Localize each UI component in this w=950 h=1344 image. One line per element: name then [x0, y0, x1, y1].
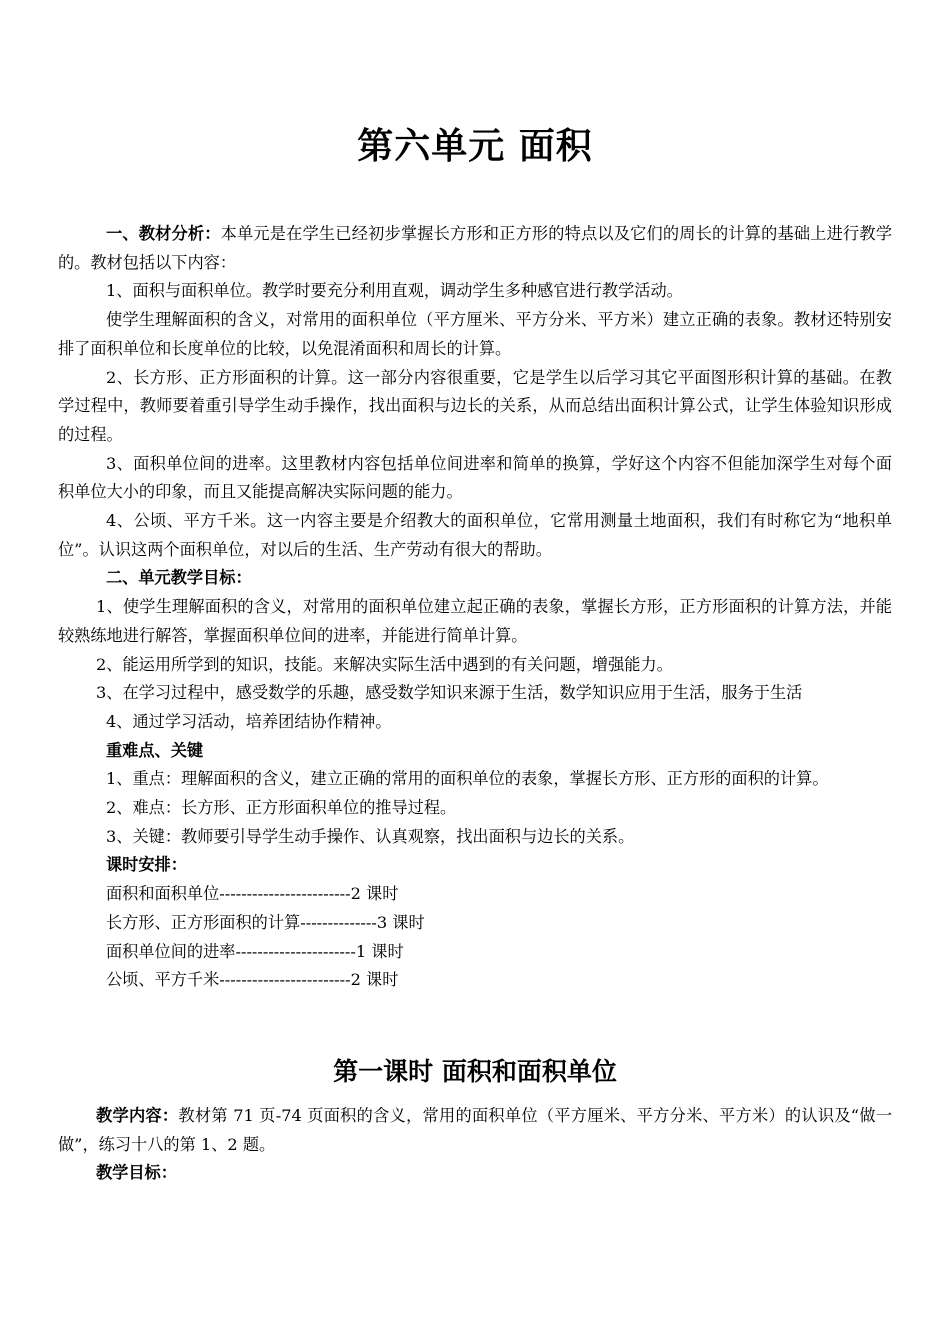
- key-item: 3、关键：教师要引导学生动手操作、认真观察，找出面积与边长的关系。: [106, 826, 635, 846]
- page-title: 第六单元 面积: [357, 126, 593, 167]
- schedule-row: 长方形、正方形面积的计算--------------3 课时: [106, 912, 425, 932]
- key-item: 2、难点：长方形、正方形面积单位的推导过程。: [106, 798, 457, 818]
- goal-label: 教学目标：: [96, 1163, 177, 1183]
- schedule-row: 面积单位间的进率----------------------1 课时: [106, 941, 404, 961]
- schedule-row: 公顷、平方千米------------------------2 课时: [106, 970, 399, 990]
- schedule-row: 面积和面积单位------------------------2 课时: [106, 884, 399, 904]
- lesson-body: [58, 1102, 892, 1188]
- lesson-content: [58, 1102, 892, 1159]
- content-label: 教学内容：: [96, 1106, 179, 1125]
- paragraph: 1、面积与面积单位。教学时要充分利用直观，调动学生多种感官进行教学活动。: [106, 281, 683, 301]
- goal-item: 2、能运用所学到的知识，技能。来解决实际生活中遇到的有关问题，增强能力。: [96, 654, 673, 674]
- unit-overview: [58, 220, 892, 995]
- section-heading: 课时安排：: [106, 855, 187, 875]
- section-material-analysis: [58, 220, 892, 277]
- section-heading: 二、单元教学目标：: [106, 568, 252, 588]
- goal-item: 3、在学习过程中，感受数学的乐趣，感受数学知识来源于生活，数学知识应用于生活，服务于生活: [96, 683, 803, 703]
- paragraph: 4、公顷、平方千米。这一内容主要是介绍教大的面积单位，它常用测量土地面积，我们有时称它为“地积单位”。认识这两个面积单位，对以后的生活、生产劳动有很大的帮助。: [58, 511, 892, 559]
- key-item: 1、重点：理解面积的含义，建立正确的常用的面积单位的表象，掌握长方形、正方形的面积的计算。: [106, 769, 829, 789]
- paragraph: 使学生理解面积的含义，对常用的面积单位（平方厘米、平方分米、平方米）建立正确的表象。教材还特别安排了面积单位和长度单位的比较，以免混淆面积和周长的计算。: [58, 310, 892, 358]
- paragraph: 2、长方形、正方形面积的计算。这一部分内容很重要，它是学生以后学习其它平面图形积计算的基础。在教学过程中，教师要着重引导学生动手操作，找出面积与边长的关系，从而总结出面积计算公式，让学生体验知识形成的过程。: [58, 367, 892, 444]
- goal-item: 1、使学生理解面积的含义，对常用的面积单位建立起正确的表象，掌握长方形，正方形面积的计算方法，并能较熟练地进行解答，掌握面积单位间的进率，并能进行简单计算。: [58, 597, 892, 645]
- lesson-title: 第一课时 面积和面积单位: [333, 1057, 617, 1086]
- section-heading: 重难点、关键: [106, 740, 204, 760]
- paragraph: 3、面积单位间的进率。这里教材内容包括单位间进率和简单的换算，学好这个内容不但能加深学生对每个面积单位大小的印象，而且又能提高解决实际问题的能力。: [58, 453, 892, 502]
- goal-item: 4、通过学习活动，培养团结协作精神。: [106, 711, 392, 731]
- paragraph-text: 本单元是在学生已经初步掌握长方形和正方形的特点以及它们的周长的计算的基础上进行教学的。教材包括以下内容：: [58, 224, 893, 272]
- content-text: 教材第 71 页-74 页面积的含义，常用的面积单位（平方厘米、平方分米、平方米）的认识及“做一做”，练习十八的第 1、2 题。: [58, 1106, 893, 1154]
- section-heading: 一、教材分析：: [106, 224, 221, 243]
